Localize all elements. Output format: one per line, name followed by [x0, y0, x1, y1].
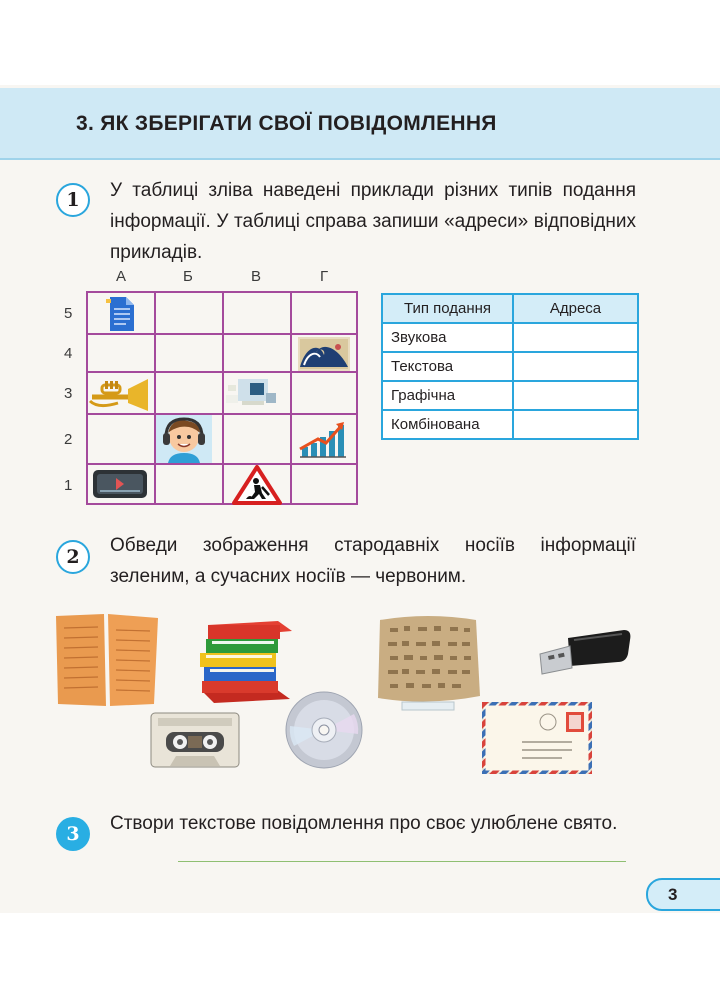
answer-line[interactable] — [178, 861, 626, 862]
clay-tablet-icon[interactable] — [372, 612, 484, 716]
type-cell: Комбінована — [382, 410, 513, 439]
task-3-number: 3 — [56, 817, 90, 851]
audio-cassette-icon[interactable] — [150, 712, 240, 768]
papyrus-icon[interactable] — [54, 612, 160, 708]
trumpet-icon — [88, 377, 154, 411]
task-3-text: Створи текстове повідомлення про своє улюблене свято. — [110, 813, 618, 834]
grid-cell-b1[interactable] — [154, 463, 224, 505]
grid-cell-a4[interactable] — [86, 333, 156, 373]
grid-row-label: 3 — [64, 385, 73, 402]
grid-column-label: Б — [183, 268, 193, 285]
video-player-icon — [92, 469, 148, 499]
task-1-text: У таблиці зліва наведені приклади різних типів подання інформації. У таблиці справа запиши «адреси» відповідних прикладів. — [110, 180, 636, 263]
grid-cell-c5[interactable] — [222, 291, 292, 335]
page-number: 3 — [646, 878, 720, 911]
section-title: 3. ЯК ЗБЕРІГАТИ СВОЇ ПОВІДОМЛЕННЯ — [76, 112, 497, 135]
table-row — [382, 381, 638, 410]
growth-chart-icon — [298, 419, 346, 459]
great-wave-painting-icon — [298, 337, 350, 371]
road-works-sign-icon — [232, 465, 282, 505]
examples-grid — [86, 291, 358, 505]
compact-disc-icon[interactable] — [284, 690, 364, 770]
grid-cell-b3[interactable] — [154, 371, 224, 415]
grid-cell-d1[interactable] — [290, 463, 358, 505]
address-answer-cell[interactable] — [513, 323, 638, 352]
table-row — [382, 323, 638, 352]
grid-cell-c2[interactable] — [222, 413, 292, 465]
type-cell: Текстова — [382, 352, 513, 381]
task-2-text: Обведи зображення стародавніх носіїв інформації зеленим, а сучасних носіїв — червоним. — [110, 535, 636, 587]
type-cell: Звукова — [382, 323, 513, 352]
grid-row-label: 4 — [64, 345, 73, 362]
address-answer-cell[interactable] — [513, 352, 638, 381]
presentation-icon — [224, 375, 280, 411]
table-header-address: Адреса — [513, 294, 638, 323]
table-row — [382, 352, 638, 381]
grid-cell-d3[interactable] — [290, 371, 358, 415]
grid-cell-b4[interactable] — [154, 333, 224, 373]
type-cell: Графічна — [382, 381, 513, 410]
grid-column-label: А — [116, 268, 127, 285]
address-answer-cell[interactable] — [513, 410, 638, 439]
grid-column-label: В — [251, 268, 262, 285]
table-row — [382, 410, 638, 439]
usb-flash-drive-icon[interactable] — [534, 624, 634, 682]
address-table — [381, 293, 639, 440]
grid-cell-d5[interactable] — [290, 291, 358, 335]
books-icon[interactable] — [198, 615, 298, 711]
grid-row-label: 5 — [64, 305, 73, 322]
grid-column-label: Г — [320, 268, 329, 285]
address-answer-cell[interactable] — [513, 381, 638, 410]
table-header-type: Тип подання — [382, 294, 513, 323]
document-icon — [104, 295, 138, 333]
task-1-number: 1 — [56, 183, 90, 217]
grid-cell-a2[interactable] — [86, 413, 156, 465]
task-2-number: 2 — [56, 540, 90, 574]
grid-row-label: 2 — [64, 431, 73, 448]
headphones-boy-icon — [156, 415, 212, 463]
envelope-icon[interactable] — [482, 702, 592, 774]
grid-cell-b5[interactable] — [154, 291, 224, 335]
grid-cell-c4[interactable] — [222, 333, 292, 373]
grid-row-label: 1 — [64, 477, 73, 494]
